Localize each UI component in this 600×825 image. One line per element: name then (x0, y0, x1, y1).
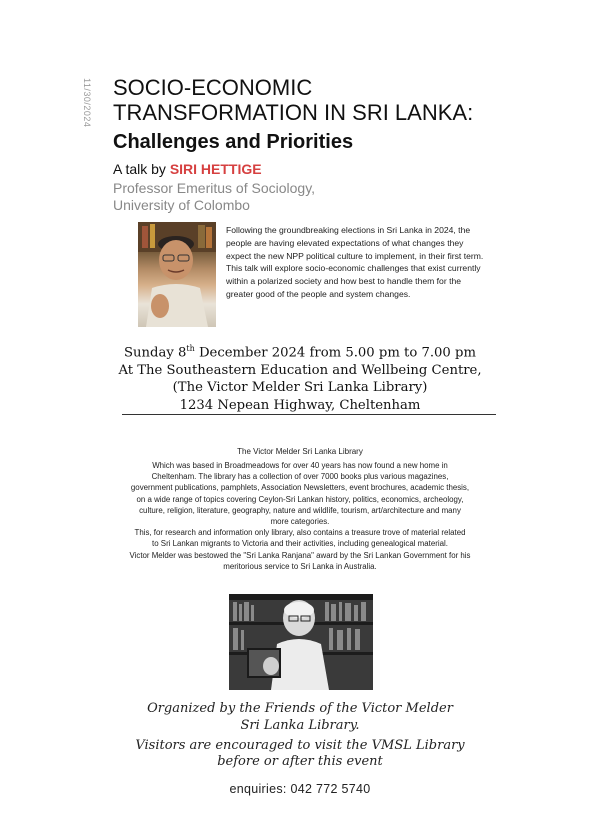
library-line: This, for research and information only library, also contains a treasure trove of material related (134, 528, 466, 538)
library-line: more categories. (270, 517, 330, 527)
affiliation-line-1: Professor Emeritus of Sociology, (113, 180, 316, 196)
event-address: 1234 Nepean Highway, Cheltenham (179, 397, 421, 413)
library-heading: The Victor Melder Sri Lanka Library (237, 447, 363, 456)
library-line: to Sri Lankan migrants to Victoria and their activities, including genealogical material. (152, 539, 448, 549)
library-line: government publications, pamphlets, Association Newsletters, event brochures, academic thesis, (130, 483, 470, 493)
library-photo (229, 594, 373, 690)
talk-description: Following the groundbreaking elections in Sri Lanka in 2024, the people are having elevated expectations of what changes they expect the new NPP political culture to implement, in their first term. This talk will explore socio-economic challenges that exist currently within a polarized society and how best to handle them for the greater good of the people and system changes. (226, 225, 484, 299)
event-date-prefix: Sunday 8 (124, 345, 187, 361)
library-line: culture, religion, literature, geography, nature and wildlife, tourism, art/architecture and many (139, 505, 461, 515)
divider (122, 414, 496, 415)
organizer-note (90, 700, 510, 734)
speaker-affiliation (113, 180, 373, 214)
library-line: Victor Melder was bestowed the "Sri Lanka Ranjana" award by the Sri Lankan Government for his (129, 550, 471, 560)
organizer-line-2: Sri Lanka Library. (240, 718, 360, 733)
event-venue: At The Southeastern Education and Wellbeing Centre, (118, 362, 482, 378)
library-line: on a wide range of topics covering Ceylon-Sri Lankan history, politics, economics, archeology, (136, 494, 464, 504)
title-line-2: TRANSFORMATION IN SRI LANKA: (113, 100, 474, 125)
page-title (113, 75, 553, 125)
talk-by-line (113, 161, 262, 177)
talk-by-prefix: A talk by (113, 161, 170, 177)
organizer-line-1: Organized by the Friends of the Victor Melder (147, 701, 453, 716)
library-line: Which was based in Broadmeadows for over 40 years has now found a new home in (152, 461, 448, 470)
visitor-line-2: before or after this event (217, 754, 383, 769)
visitor-note (90, 738, 510, 770)
event-date-ordinal: th (186, 344, 195, 353)
title-line-1: SOCIO-ECONOMIC (113, 75, 313, 100)
event-date (100, 340, 500, 362)
affiliation-line-2: University of Colombo (113, 197, 250, 213)
date-stamp: 11/30/2024 (82, 78, 92, 128)
speaker-photo (138, 222, 216, 327)
page-subtitle: Challenges and Priorities (113, 131, 354, 153)
event-details (100, 340, 500, 414)
library-description (92, 460, 508, 572)
library-line: Cheltenham. The library has a collection of over 7000 books plus various magazines, (151, 472, 449, 482)
library-line: meritorious service to Sri Lanka in Australia. (223, 561, 377, 571)
enquiries-contact: enquiries: 042 772 5740 (229, 782, 371, 796)
event-date-suffix: December 2024 from 5.00 pm to 7.00 pm (194, 345, 476, 361)
event-venue-sub: (The Victor Melder Sri Lanka Library) (172, 380, 428, 396)
visitor-line-1: Visitors are encouraged to visit the VMSL Library (135, 738, 465, 753)
speaker-name: SIRI HETTIGE (169, 161, 262, 177)
